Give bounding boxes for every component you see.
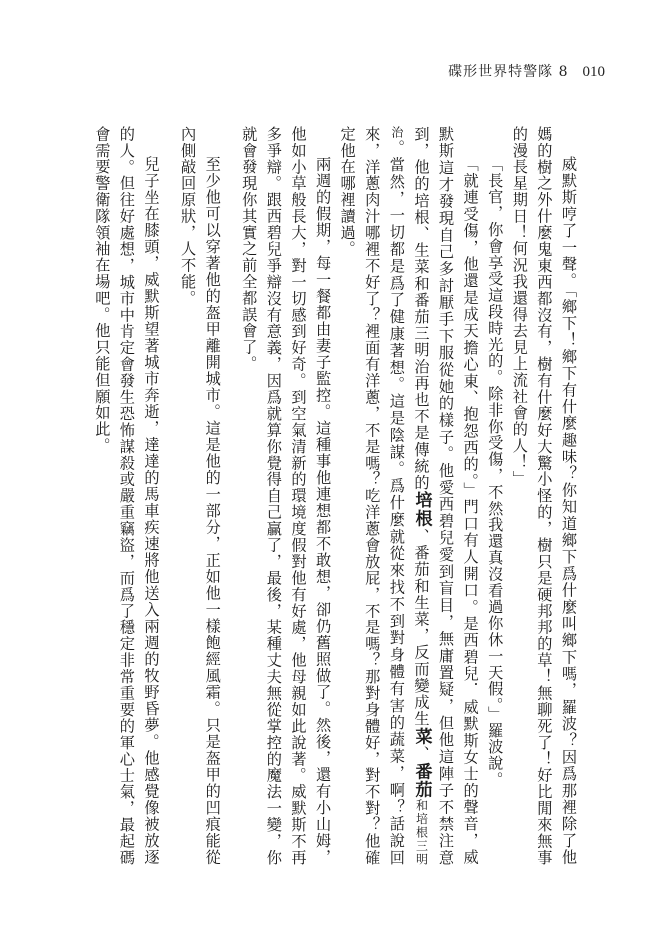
text-run: 至少他可以穿著他的盔甲離開城市。這是他的一部分，正如他一樣飽經風霜。只是盔甲的凹痕能從內側敲回原狀，人不能。 (179, 126, 222, 866)
paragraph (176, 126, 225, 866)
text-run: 「長官，你會享受這段時光的。除非你受傷，不然我還真沒看過你休一天假。」羅波說。 (486, 156, 505, 789)
small-text: 和培根三明治 (389, 126, 429, 866)
text-run: 、 (412, 745, 431, 763)
text-run: 「就連受傷，他還是成天擔心東、抱怨西的。」門口有人開口。是西碧兒．威默斯女士的聲音，威默斯這才發現自己多討厭手下服從她的樣子。他愛西碧兒愛到盲目，無庸置疑，但他這陣子不禁注意到，他的培根、生菜和番茄三明治再也不是傳統的 (412, 126, 480, 866)
emphasized-text: 培根 (411, 491, 432, 529)
paragraph (507, 126, 581, 866)
text-run: 。當然，一切都是爲了健康著想。這是陰謀。爲什麼就從來找不到對身體有害的蔬菜，啊？話說回來，洋蔥肉汁哪裡不好了？裡面有洋蔥，不是嗎？吃洋蔥會放屁，不是嗎？那對身體好，對不對？他確定他在哪裡讀過。 (338, 126, 406, 866)
text-run: 威默斯哼了一聲。「鄉下！鄉下有什麼趣味？你知道鄉下爲什麼叫鄉下嗎，羅波？因爲那裡除了他媽的樹之外什麼鬼東西都沒有，樹有什麼好大驚小怪的，樹只是硬邦邦的草！無聊死了！好比閒來無事的漫長星期日！何況我還得去見上流社會的人！」 (510, 126, 578, 866)
emphasized-text: 番茄 (411, 762, 432, 800)
text-run: 兩週的假期，每一餐都由妻子監控。這種事他連想都不敢想，卻仍舊照做了。然後，還有小山姆，他如小草般長大，對一切感到好奇。到空氣清新的環境度假對他有好處，他母親如此說著。威默斯不再多爭辯。跟西碧兒爭辯沒有意義，因爲就算你覺得自己贏了，最後，某種丈夫無從掌控的魔法一變，你就會發現你其實之前全都誤會了。 (240, 126, 333, 866)
paragraph (335, 126, 483, 866)
page-number: 010 (582, 64, 605, 80)
body-text (90, 126, 581, 866)
paragraph (237, 126, 335, 866)
paragraph (90, 126, 164, 866)
text-run: 、番茄和生菜，反而變成生 (412, 528, 431, 728)
text-run: 兒子坐在膝頭，威默斯望著城市奔逝，達達的馬車疾速將他送入兩週的牧野昏夢。他感覺像被放逐的人。但往好處想，城市中肯定會發生恐怖謀殺或嚴重竊盜，而爲了穩定非常重要的軍心士氣，最起碼會需要警衛隊領袖在場吧。他只能但願如此。 (93, 126, 161, 866)
book-title: 碟形世界特警隊 8 (448, 64, 569, 80)
emphasized-text: 菜 (411, 727, 432, 746)
paragraph (483, 126, 508, 866)
running-header (448, 61, 605, 81)
